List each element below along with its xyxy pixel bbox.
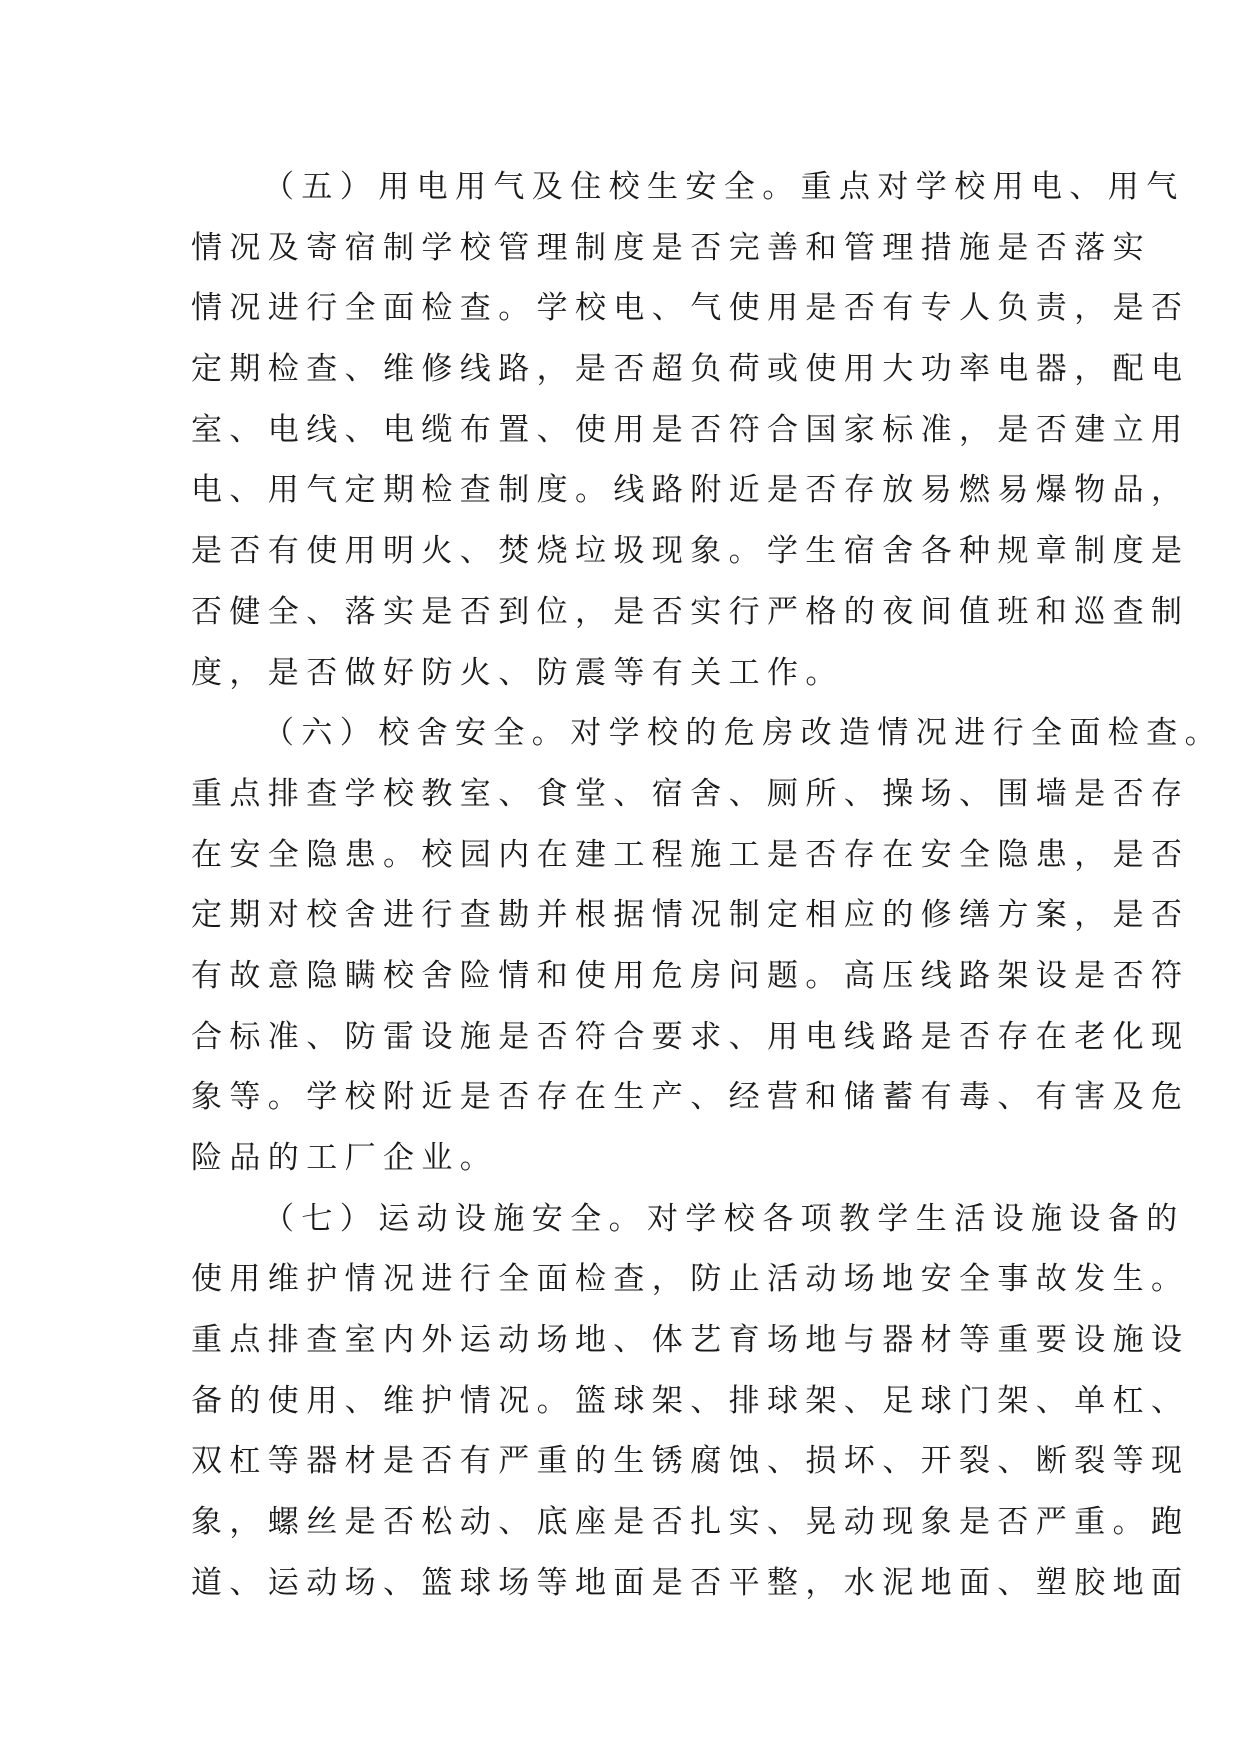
paragraph-5-line: 定期检查、维修线路，是否超负荷或使用大功率电器，配电 bbox=[191, 351, 1190, 388]
paragraph-6-line: （六）校舍安全。对学校的危房改造情况进行全面检查。 bbox=[263, 715, 1223, 752]
paragraph-7-line: 双杠等器材是否有严重的生锈腐蚀、损坏、开裂、断裂等现 bbox=[191, 1443, 1190, 1480]
paragraph-6-line: 险品的工厂企业。 bbox=[191, 1140, 499, 1176]
paragraph-7-line: 重点排查室内外运动场地、体艺育场地与器材等重要设施设 bbox=[191, 1322, 1190, 1359]
paragraph-7-line: 象，螺丝是否松动、底座是否扎实、晃动现象是否严重。跑 bbox=[191, 1504, 1190, 1541]
paragraph-6-line: 在安全隐患。校园内在建工程施工是否存在安全隐患，是否 bbox=[191, 836, 1190, 873]
paragraph-7-line: 使用维护情况进行全面检查，防止活动场地安全事故发生。 bbox=[191, 1261, 1190, 1298]
document-body bbox=[191, 157, 1223, 1614]
paragraph-6-line: 有故意隐瞒校舍险情和使用危房问题。高压线路架设是否符 bbox=[191, 957, 1190, 994]
paragraph-5-line: （五）用电用气及住校生安全。重点对学校用电、用气 bbox=[263, 169, 1185, 205]
paragraph-5-line: 是否有使用明火、焚烧垃圾现象。学生宿舍各种规章制度是 bbox=[191, 533, 1190, 570]
paragraph-5-line: 情况及寄宿制学校管理制度是否完善和管理措施是否落实 bbox=[191, 229, 1151, 266]
paragraph-5-line: 度，是否做好防火、防震等有关工作。 bbox=[191, 654, 844, 691]
paragraph-6-line: 定期对校舍进行查勘并根据情况制定相应的修缮方案，是否 bbox=[191, 897, 1190, 934]
paragraph-6-line: 合标准、防雷设施是否符合要求、用电线路是否存在老化现 bbox=[191, 1018, 1190, 1055]
paragraph-7-line: 道、运动场、篮球场等地面是否平整，水泥地面、塑胶地面 bbox=[191, 1564, 1190, 1601]
paragraph-7-line: 备的使用、维护情况。篮球架、排球架、足球门架、单杠、 bbox=[191, 1382, 1190, 1419]
paragraph-7-line: （七）运动设施安全。对学校各项教学生活设施设备的 bbox=[263, 1200, 1185, 1237]
paragraph-5-line: 否健全、落实是否到位，是否实行严格的夜间值班和巡查制 bbox=[191, 593, 1190, 630]
paragraph-6-line: 重点排查学校教室、食堂、宿舍、厕所、操场、围墙是否存 bbox=[191, 775, 1190, 812]
paragraph-5-line: 情况进行全面检查。学校电、气使用是否有专人负责，是否 bbox=[191, 290, 1190, 327]
paragraph-5-line: 室、电线、电缆布置、使用是否符合国家标准，是否建立用 bbox=[191, 411, 1190, 448]
paragraph-6-line: 象等。学校附近是否存在生产、经营和储蓄有毒、有害及危 bbox=[191, 1079, 1190, 1116]
paragraph-5-line: 电、用气定期检查制度。线路附近是否存放易燃易爆物品， bbox=[191, 472, 1190, 509]
